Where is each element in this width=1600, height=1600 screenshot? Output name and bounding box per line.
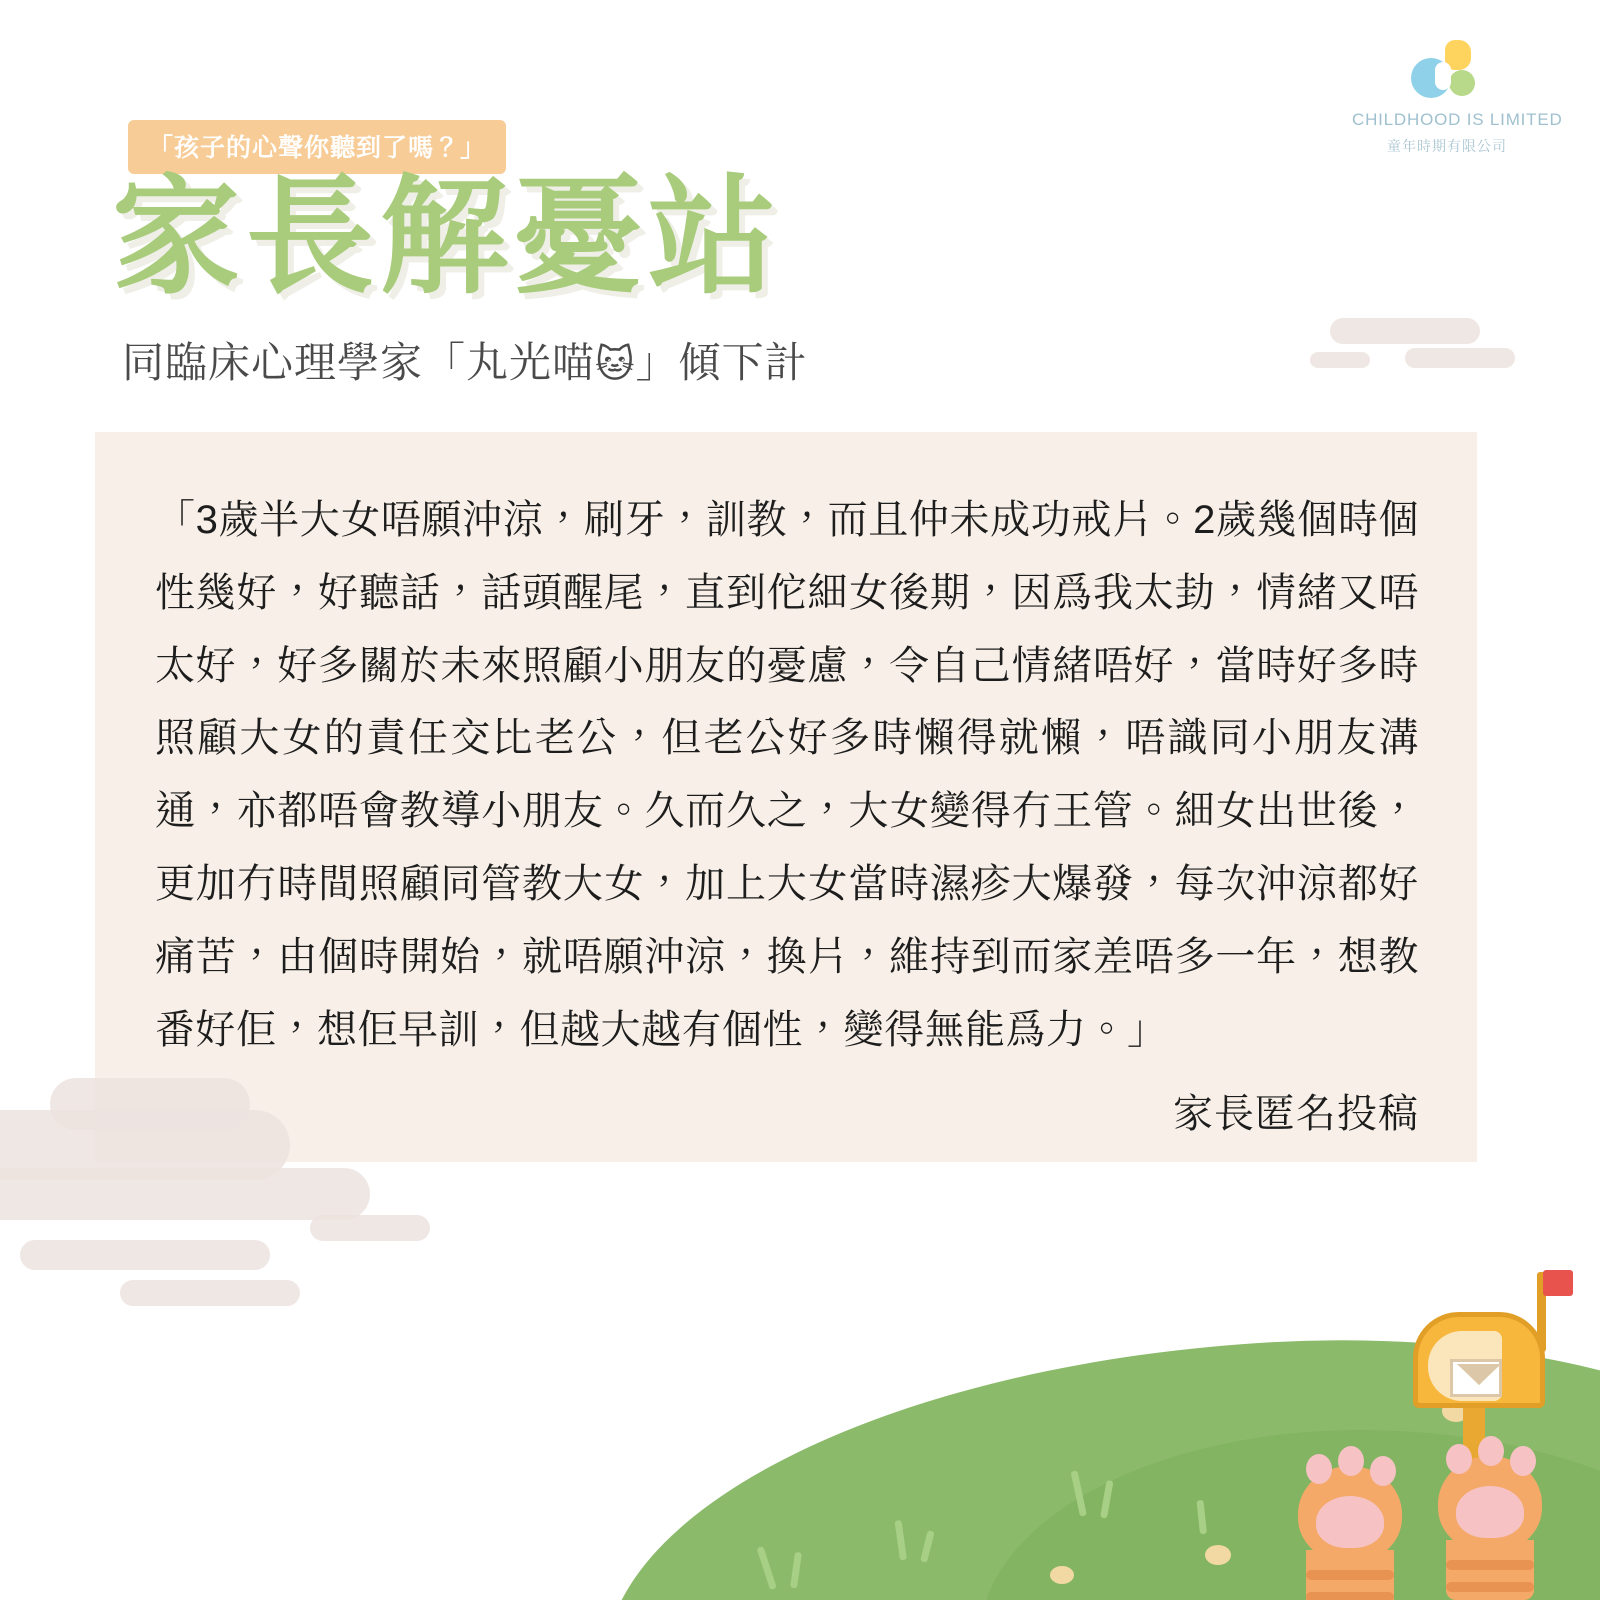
- subtitle-text-after: 」傾下計: [635, 339, 808, 386]
- cloud-icon: [120, 1280, 300, 1306]
- cat-paw-icon: [1290, 1430, 1410, 1580]
- pebble-icon: [1050, 1566, 1074, 1584]
- quote-card: [95, 432, 1477, 1162]
- brand-logo: [1352, 40, 1563, 156]
- cloud-icon: [1310, 352, 1370, 368]
- childhood-logo-icon: [1407, 40, 1487, 102]
- cat-paw-icon: [1430, 1420, 1550, 1570]
- cat-face-icon: 🐱: [595, 344, 636, 386]
- cloud-icon: [1330, 318, 1480, 344]
- pebble-icon: [1205, 1545, 1231, 1565]
- cloud-icon: [1405, 348, 1515, 368]
- page-subtitle: [122, 330, 808, 390]
- subtitle-text-before: 同臨床心理學家「丸光喵: [122, 339, 596, 386]
- quote-signature: 家長匿名投稿: [1173, 1092, 1419, 1137]
- kicker-badge: 「孩子的心聲你聽到了嗎？」: [128, 120, 506, 174]
- brand-name-en: CHILDHOOD IS LIMITED: [1352, 110, 1563, 129]
- quote-text: 「3歲半大女唔願沖涼，刷牙，訓教，而且仲未成功戒片。2歲幾個時個性幾好，好聽話，話頭醒尾，直到佗細女後期，因爲我太劸，情緒又唔太好，好多關於未來照顧小朋友的憂慮，令自己情緒唔好，當時好多時照顧大女的責任交比老公，但老公好多時懶得就懶，唔識同小朋友溝通，亦都唔會教導小朋友。久而久之，大女變得冇王管。細女出世後，更加冇時間照顧同管教大女，加上大女當時濕疹大爆發，每次沖涼都好痛苦，由個時開始，就唔願沖涼，換片，維持到而家差唔多一年，想教番好佢，想佢早訓，但越大越有個性，變得無能爲力。」: [155, 498, 1419, 1052]
- cloud-icon: [0, 1168, 370, 1220]
- cloud-icon: [20, 1240, 270, 1270]
- page-title: 家長解憂站: [112, 166, 783, 309]
- cloud-icon: [310, 1215, 430, 1241]
- brand-name-zh: 童年時期有限公司: [1387, 138, 1507, 154]
